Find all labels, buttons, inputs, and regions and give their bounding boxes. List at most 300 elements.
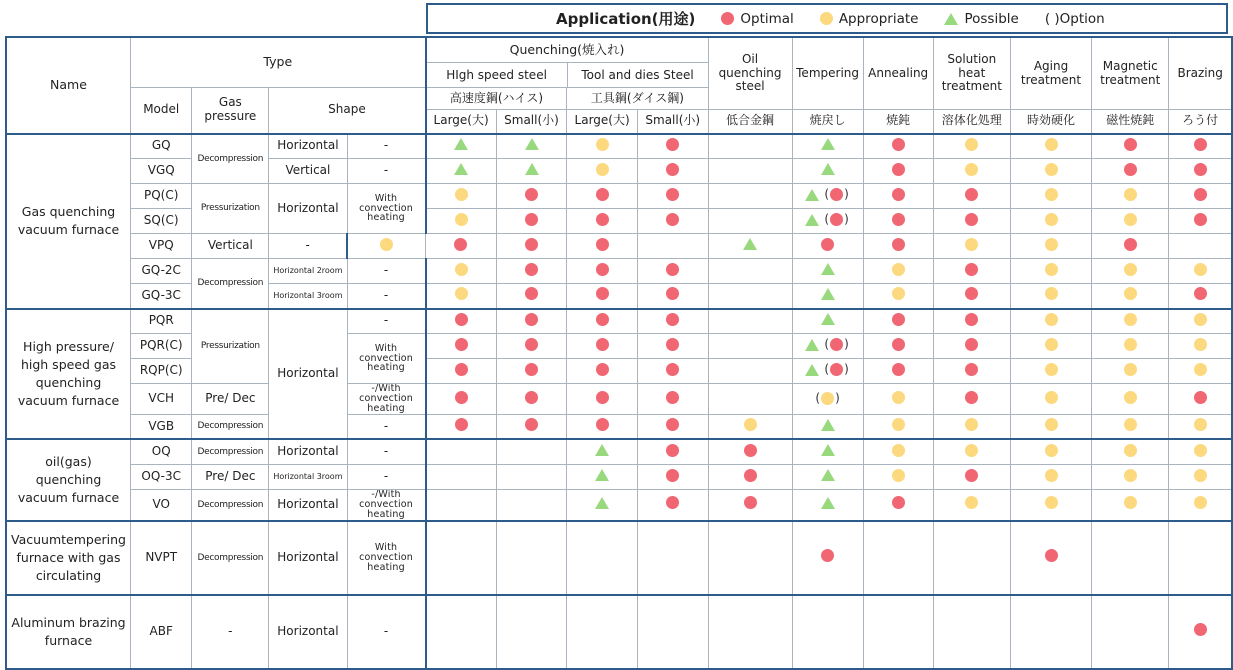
app-tempering <box>792 159 863 184</box>
app-tempering <box>792 309 863 334</box>
app-annealing <box>863 464 933 489</box>
appropriate-circle-icon <box>1124 418 1137 431</box>
app-aging <box>1010 334 1091 359</box>
app-brazing <box>1169 184 1232 209</box>
optimal-circle-icon <box>666 363 679 376</box>
type-cell-dash: - <box>347 414 426 439</box>
model-cell: VGQ <box>131 159 192 184</box>
app-tds-small <box>637 309 708 334</box>
optimal-circle-icon <box>455 363 468 376</box>
header-quenching-label: Quenching(焼入れ) <box>427 38 708 63</box>
app-tds-large <box>567 159 638 184</box>
app-tds-large <box>567 359 638 384</box>
appropriate-circle-icon <box>1124 213 1137 226</box>
app-solution <box>933 134 1010 159</box>
optimal-circle-icon <box>1124 163 1137 176</box>
appropriate-circle-icon <box>820 12 833 25</box>
app-annealing <box>863 384 933 415</box>
appropriate-circle-icon <box>1124 363 1137 376</box>
type-cell-with-convection: With convection heating <box>347 184 426 234</box>
app-annealing <box>863 414 933 439</box>
optimal-circle-icon <box>525 213 538 226</box>
furnace-name: Vacuumtempering furnace with gas circulating <box>6 521 131 595</box>
option-paren: ) <box>844 211 849 226</box>
app-solution <box>933 359 1010 384</box>
appropriate-circle-icon <box>596 163 609 176</box>
appropriate-circle-icon <box>821 392 834 405</box>
type-cell-decompression: Decompression <box>192 439 269 464</box>
optimal-circle-icon <box>1194 138 1207 151</box>
app-hss-small <box>426 234 497 259</box>
app-tempering <box>792 209 863 234</box>
model-cell: SQ(C) <box>131 209 192 234</box>
app-oil <box>708 439 792 464</box>
optimal-circle-icon <box>1194 623 1207 636</box>
appropriate-circle-icon <box>380 238 393 251</box>
appropriate-circle-icon <box>1194 363 1207 376</box>
possible-triangle-icon <box>805 189 819 201</box>
app-hss-large <box>426 359 497 384</box>
model-cell: VO <box>131 489 192 520</box>
app-magnetic <box>1092 284 1169 309</box>
model-cell: GQ <box>131 134 192 159</box>
table-row <box>6 439 1232 464</box>
app-annealing <box>863 134 933 159</box>
model-cell: RQP(C) <box>131 359 192 384</box>
app-tds-small <box>637 489 708 520</box>
type-cell-pre-dec: Pre/ Dec <box>192 464 269 489</box>
optimal-circle-icon <box>596 263 609 276</box>
table-row <box>6 309 1232 334</box>
app-hss-small <box>496 464 567 489</box>
table-row <box>6 595 1232 669</box>
possible-triangle-icon <box>525 138 539 150</box>
app-oil <box>708 414 792 439</box>
appropriate-circle-icon <box>892 469 905 482</box>
optimal-circle-icon <box>1124 238 1137 251</box>
header-tds-small: Small(小) <box>637 110 708 134</box>
optimal-circle-icon <box>455 418 468 431</box>
app-aging <box>1010 259 1091 284</box>
model-cell: ABF <box>131 595 192 669</box>
app-tds-small <box>637 209 708 234</box>
header-annealing-jp: 焼鈍 <box>863 110 933 134</box>
header-tds-jp: 工具鋼(ダイス鋼) <box>567 88 708 110</box>
app-aging <box>1010 134 1091 159</box>
legend-appropriate-label: Appropriate <box>838 10 919 27</box>
appropriate-circle-icon <box>1194 444 1207 457</box>
header-aging-jp: 時効硬化 <box>1010 110 1091 134</box>
appropriate-circle-icon <box>1194 496 1207 509</box>
optimal-circle-icon <box>596 188 609 201</box>
app-tds-small <box>637 439 708 464</box>
option-paren: ( <box>815 391 821 406</box>
app-tds-small <box>637 159 708 184</box>
optimal-circle-icon <box>666 287 679 300</box>
app-aging <box>1010 464 1091 489</box>
possible-triangle-icon <box>821 263 835 275</box>
app-annealing <box>863 489 933 520</box>
app-aging <box>1010 159 1091 184</box>
app-tds-large <box>567 259 638 284</box>
possible-triangle-icon <box>821 469 835 481</box>
model-cell: NVPT <box>131 521 192 595</box>
optimal-circle-icon <box>666 313 679 326</box>
header-brazing-jp: ろう付 <box>1169 110 1232 134</box>
appropriate-circle-icon <box>1124 469 1137 482</box>
app-hss-small <box>496 259 567 284</box>
app-oil <box>708 259 792 284</box>
optimal-circle-icon <box>666 496 679 509</box>
appropriate-circle-icon <box>1045 213 1058 226</box>
app-tds-large <box>567 439 638 464</box>
app-tds-small <box>637 464 708 489</box>
app-tempering <box>792 284 863 309</box>
optimal-circle-icon <box>892 313 905 326</box>
app-tds-small <box>637 284 708 309</box>
app-tds-large <box>567 309 638 334</box>
app-hss-small <box>496 209 567 234</box>
type-cell-horizontal-3room: Horizontal 3room <box>269 284 347 309</box>
app-brazing <box>1092 234 1169 259</box>
option-paren: ) <box>844 186 849 201</box>
app-oil <box>708 464 792 489</box>
app-oil <box>708 284 792 309</box>
appropriate-circle-icon <box>1124 287 1137 300</box>
appropriate-circle-icon <box>455 188 468 201</box>
optimal-circle-icon <box>525 418 538 431</box>
app-annealing <box>863 259 933 284</box>
app-tempering <box>792 334 863 359</box>
app-oil <box>708 134 792 159</box>
optimal-circle-icon <box>666 469 679 482</box>
app-annealing <box>863 595 933 669</box>
appropriate-circle-icon <box>1194 469 1207 482</box>
appropriate-circle-icon <box>892 263 905 276</box>
app-tds-small <box>637 259 708 284</box>
appropriate-circle-icon <box>1045 263 1058 276</box>
optimal-circle-icon <box>666 444 679 457</box>
legend-appropriate <box>820 11 919 27</box>
app-solution <box>933 209 1010 234</box>
possible-triangle-icon <box>805 339 819 351</box>
app-oil <box>708 384 792 415</box>
app-tempering <box>792 259 863 284</box>
app-brazing <box>1169 595 1232 669</box>
appropriate-circle-icon <box>1045 391 1058 404</box>
app-solution <box>933 284 1010 309</box>
appropriate-circle-icon <box>1124 263 1137 276</box>
possible-triangle-icon <box>821 163 835 175</box>
header-tempering: Tempering <box>792 37 863 110</box>
app-hss-small <box>496 184 567 209</box>
header-quenching <box>426 37 709 88</box>
header-hss: HIgh speed steel <box>427 63 568 87</box>
appropriate-circle-icon <box>965 138 978 151</box>
table-row <box>6 334 1232 359</box>
optimal-circle-icon <box>965 338 978 351</box>
app-magnetic <box>1092 334 1169 359</box>
model-cell: VPQ <box>131 234 192 259</box>
app-magnetic <box>1092 464 1169 489</box>
optimal-circle-icon <box>744 469 757 482</box>
app-hss-small <box>496 414 567 439</box>
optimal-circle-icon <box>455 338 468 351</box>
appropriate-circle-icon <box>1045 138 1058 151</box>
app-tempering <box>708 234 792 259</box>
optimal-circle-icon <box>666 391 679 404</box>
app-brazing <box>1169 134 1232 159</box>
app-annealing <box>863 159 933 184</box>
app-solution <box>933 384 1010 415</box>
header-name: Name <box>6 37 131 134</box>
app-magnetic <box>1092 359 1169 384</box>
header-solution-jp: 溶体化処理 <box>933 110 1010 134</box>
appropriate-circle-icon <box>965 444 978 457</box>
model-cell: PQR(C) <box>131 334 192 359</box>
appropriate-circle-icon <box>892 418 905 431</box>
app-hss-small <box>496 595 567 669</box>
table-row <box>6 359 1232 384</box>
app-solution <box>933 414 1010 439</box>
app-annealing <box>863 521 933 595</box>
optimal-circle-icon <box>892 163 905 176</box>
type-cell-with-convection: With convection heating <box>347 521 426 595</box>
table-row <box>6 489 1232 520</box>
application-legend <box>426 3 1228 34</box>
optimal-circle-icon <box>892 138 905 151</box>
header-annealing: Annealing <box>863 37 933 110</box>
app-hss-small <box>496 384 567 415</box>
app-aging <box>1010 439 1091 464</box>
table-row <box>6 464 1232 489</box>
app-tds-small <box>637 184 708 209</box>
app-hss-large <box>426 464 497 489</box>
type-cell-dash: - <box>269 234 347 259</box>
app-solution <box>933 464 1010 489</box>
optimal-circle-icon <box>892 338 905 351</box>
app-annealing <box>863 209 933 234</box>
optimal-circle-icon <box>744 444 757 457</box>
optimal-circle-icon <box>721 12 734 25</box>
app-magnetic <box>1092 309 1169 334</box>
possible-triangle-icon <box>944 13 958 25</box>
optimal-circle-icon <box>821 549 834 562</box>
type-cell-vertical: Vertical <box>269 159 347 184</box>
optimal-circle-icon <box>892 238 905 251</box>
app-brazing <box>1169 384 1232 415</box>
legend-optimal-label: Optimal <box>740 10 794 27</box>
possible-triangle-icon <box>454 138 468 150</box>
type-cell-dash: - <box>347 134 426 159</box>
type-cell-with-convection: With convection heating <box>347 334 426 384</box>
type-cell-decompression: Decompression <box>192 134 269 184</box>
app-annealing <box>863 359 933 384</box>
app-tds-large <box>567 414 638 439</box>
type-cell-horizontal: Horizontal <box>269 439 347 464</box>
table-row <box>6 234 1232 259</box>
app-tds-large <box>567 489 638 520</box>
header-oil: Oil quenching steel <box>708 37 792 110</box>
optimal-circle-icon <box>525 363 538 376</box>
app-tds-small <box>567 234 638 259</box>
type-cell-dash: - <box>347 259 426 284</box>
app-aging <box>1010 414 1091 439</box>
optimal-circle-icon <box>830 338 843 351</box>
optimal-circle-icon <box>892 188 905 201</box>
type-cell-decompression: Decompression <box>192 414 269 439</box>
optimal-circle-icon <box>525 238 538 251</box>
optimal-circle-icon <box>965 188 978 201</box>
app-tds-large <box>567 134 638 159</box>
app-solution <box>933 595 1010 669</box>
optimal-circle-icon <box>1194 213 1207 226</box>
model-cell: PQR <box>131 309 192 334</box>
optimal-circle-icon <box>525 188 538 201</box>
app-annealing <box>863 439 933 464</box>
type-cell-dash-with-convection: -/With convection heating <box>347 384 426 415</box>
app-oil <box>708 359 792 384</box>
app-hss-small <box>496 159 567 184</box>
type-cell-dash: - <box>347 439 426 464</box>
appropriate-circle-icon <box>892 287 905 300</box>
optimal-circle-icon <box>596 391 609 404</box>
app-brazing <box>1169 334 1232 359</box>
type-cell-decompression: Decompression <box>192 489 269 520</box>
appropriate-circle-icon <box>1045 338 1058 351</box>
possible-triangle-icon <box>821 444 835 456</box>
app-hss-large <box>426 159 497 184</box>
table-row <box>6 259 1232 284</box>
app-magnetic <box>1092 259 1169 284</box>
app-solution <box>933 439 1010 464</box>
app-tempering <box>792 184 863 209</box>
type-cell-pressurization: Pressurization <box>192 184 269 234</box>
appropriate-circle-icon <box>1194 418 1207 431</box>
app-hss-small <box>496 284 567 309</box>
possible-triangle-icon <box>595 469 609 481</box>
app-oil <box>708 184 792 209</box>
app-tempering <box>792 595 863 669</box>
model-cell: OQ <box>131 439 192 464</box>
app-magnetic <box>1092 134 1169 159</box>
optimal-circle-icon <box>525 391 538 404</box>
app-hss-large <box>426 259 497 284</box>
header-tds: Tool and dies Steel <box>581 68 694 82</box>
app-aging <box>1010 309 1091 334</box>
model-cell: PQ(C) <box>131 184 192 209</box>
model-cell: VGB <box>131 414 192 439</box>
app-brazing <box>1169 521 1232 595</box>
app-aging <box>1010 384 1091 415</box>
model-cell: GQ-2C <box>131 259 192 284</box>
appropriate-circle-icon <box>1124 444 1137 457</box>
optimal-circle-icon <box>596 213 609 226</box>
table-row <box>6 414 1232 439</box>
app-solution <box>933 489 1010 520</box>
possible-triangle-icon <box>525 163 539 175</box>
legend-title: Application(用途) <box>556 10 696 28</box>
app-hss-small <box>496 359 567 384</box>
table-row <box>6 209 1232 234</box>
app-hss-large <box>426 309 497 334</box>
legend-option-label: ( )Option <box>1044 10 1105 27</box>
app-magnetic <box>1092 595 1169 669</box>
optimal-circle-icon <box>666 163 679 176</box>
optimal-circle-icon <box>830 188 843 201</box>
app-aging <box>1010 521 1091 595</box>
possible-triangle-icon <box>743 238 757 250</box>
appropriate-circle-icon <box>744 418 757 431</box>
header-magnetic: Magnetic treatment <box>1092 37 1169 110</box>
optimal-circle-icon <box>965 391 978 404</box>
optimal-circle-icon <box>525 263 538 276</box>
possible-triangle-icon <box>595 444 609 456</box>
app-brazing <box>1169 464 1232 489</box>
appropriate-circle-icon <box>455 287 468 300</box>
possible-triangle-icon <box>595 497 609 509</box>
optimal-circle-icon <box>1194 287 1207 300</box>
type-cell-pre-dec: Pre/ Dec <box>192 384 269 415</box>
optimal-circle-icon <box>830 363 843 376</box>
app-tds-small <box>637 414 708 439</box>
app-oil <box>708 309 792 334</box>
type-cell-vertical: Vertical <box>192 234 269 259</box>
app-tds-large <box>567 521 638 595</box>
type-cell-dash: - <box>347 595 426 669</box>
furnace-name: Aluminum brazing furnace <box>6 595 131 669</box>
appropriate-circle-icon <box>965 418 978 431</box>
app-hss-large <box>426 209 497 234</box>
appropriate-circle-icon <box>1194 338 1207 351</box>
option-paren: ( <box>824 211 830 226</box>
app-hss-large <box>426 414 497 439</box>
app-brazing <box>1169 439 1232 464</box>
appropriate-circle-icon <box>1045 238 1058 251</box>
appropriate-circle-icon <box>1124 391 1137 404</box>
appropriate-circle-icon <box>1045 418 1058 431</box>
optimal-circle-icon <box>455 313 468 326</box>
option-paren: ( <box>824 186 830 201</box>
possible-triangle-icon <box>821 313 835 325</box>
optimal-circle-icon <box>666 263 679 276</box>
app-tds-large <box>567 334 638 359</box>
app-hss-large <box>426 334 497 359</box>
legend-possible-label: Possible <box>964 10 1019 27</box>
app-tempering <box>792 439 863 464</box>
app-annealing <box>863 309 933 334</box>
app-tempering <box>792 384 863 415</box>
app-oil <box>708 209 792 234</box>
app-hss-large <box>426 384 497 415</box>
app-hss-small <box>496 309 567 334</box>
type-cell-decompression: Decompression <box>192 521 269 595</box>
application-table <box>5 36 1233 670</box>
appropriate-circle-icon <box>892 444 905 457</box>
optimal-circle-icon <box>666 338 679 351</box>
optimal-circle-icon <box>1194 163 1207 176</box>
option-paren: ) <box>835 391 840 406</box>
option-paren: ) <box>844 336 849 351</box>
app-brazing <box>1169 209 1232 234</box>
type-cell-horizontal: Horizontal <box>269 184 347 234</box>
header-solution: Solution heat treatment <box>933 37 1010 110</box>
app-tds-small <box>637 134 708 159</box>
possible-triangle-icon <box>821 138 835 150</box>
header-magnetic-jp: 磁性焼鈍 <box>1092 110 1169 134</box>
optimal-circle-icon <box>965 287 978 300</box>
app-solution <box>863 234 933 259</box>
